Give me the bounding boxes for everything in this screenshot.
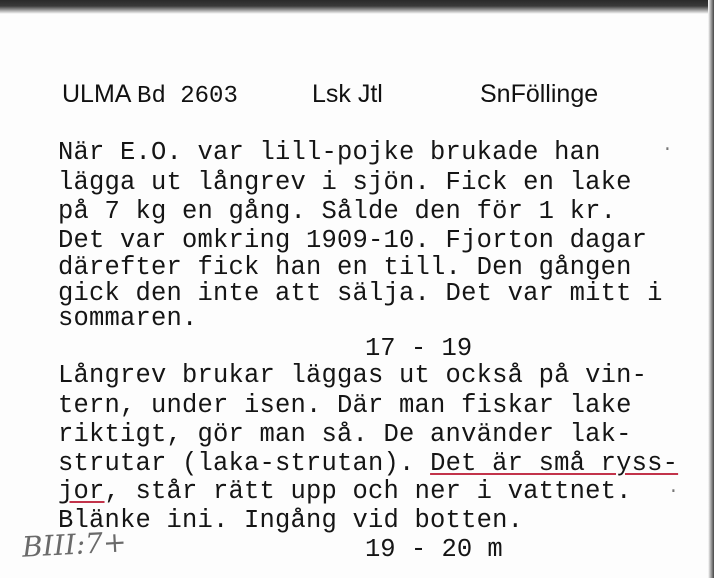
paragraph2-line-1: Långrev brukar läggas ut också på vin- <box>58 361 648 390</box>
volume-number: Bd 2603 <box>137 83 238 110</box>
card-top-edge <box>0 0 714 14</box>
ink-speck: · <box>662 140 673 160</box>
paragraph1-line-5: därefter fick han en till. Den gången <box>58 253 632 282</box>
paragraph1-line-6: gick den inte att sälja. Det var mitt i <box>58 279 663 308</box>
paragraph2-line-6: Blänke ini. Ingång vid botten. <box>58 506 524 535</box>
handwritten-signum: BIII:7+ <box>21 525 128 564</box>
page-reference-2: 19 - 20 m <box>365 535 503 564</box>
paragraph1-line-1: När E.O. var lill-pojke brukade han <box>58 138 601 167</box>
archive-name: ULMA <box>62 80 131 108</box>
line5-plain-text: , står rätt upp och ner i vattnet. <box>104 477 632 506</box>
line4-plain-text: strutar (laka-strutan). <box>58 449 431 478</box>
card-right-edge <box>708 0 714 578</box>
ink-speck: · <box>668 482 679 502</box>
page-reference-1: 17 - 19 <box>365 334 473 363</box>
card-header-parish: SnFöllinge <box>480 80 599 108</box>
paragraph2-line-5 <box>58 477 632 506</box>
card-header-archive <box>62 80 238 110</box>
paragraph2-line-4 <box>58 449 678 478</box>
paragraph1-line-2: lägga ut långrev i sjön. Fick en lake <box>58 168 632 197</box>
paragraph2-line-2: tern, under isen. Där man fiskar lake <box>58 391 632 420</box>
underlined-phrase-start: Det är små ryss- <box>430 449 679 478</box>
paragraph1-line-7: sommaren. <box>58 304 198 333</box>
paragraph2-line-3: riktigt, gör man så. De använder lak- <box>58 420 632 449</box>
paragraph1-line-3: på 7 kg en gång. Sålde den för 1 kr. <box>58 197 617 226</box>
card-header-region: Lsk Jtl <box>312 80 383 108</box>
paragraph1-line-4: Det var omkring 1909-10. Fjorton dagar <box>58 226 648 255</box>
underlined-phrase-end: jor <box>58 477 105 506</box>
